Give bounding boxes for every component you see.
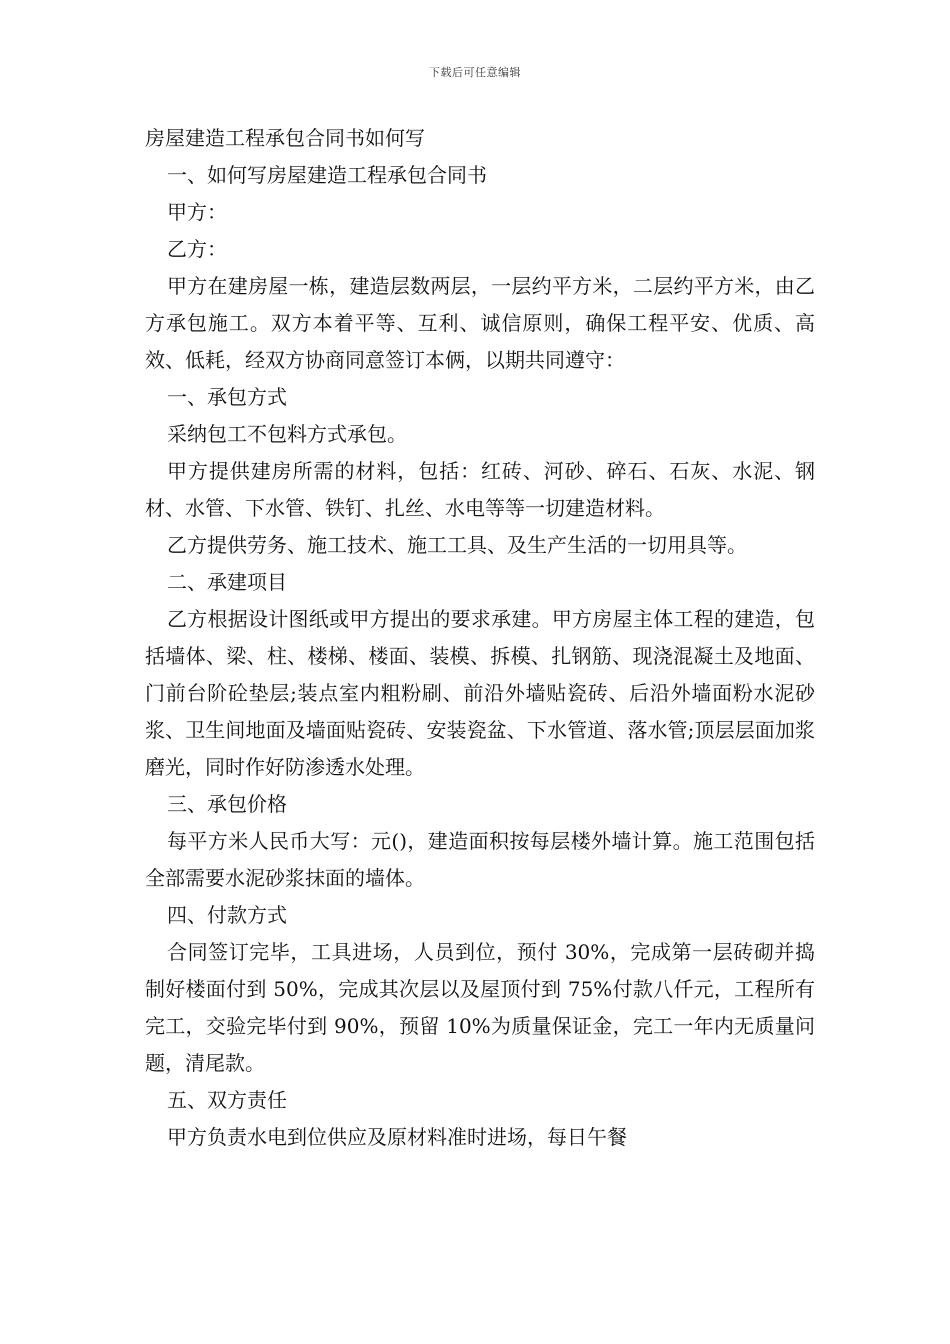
paragraph: 采纳包工不包料方式承包。 bbox=[167, 422, 407, 446]
document-body bbox=[145, 120, 815, 1156]
section-heading: 四、付款方式 bbox=[167, 903, 287, 927]
section-heading: 一、承包方式 bbox=[167, 385, 287, 409]
paragraph: 一、如何写房屋建造工程承包合同书 bbox=[167, 163, 487, 187]
paragraph: 甲方负责水电到位供应及原材料准时进场，每日午餐 bbox=[167, 1125, 627, 1149]
document-title: 房屋建造工程承包合同书如何写 bbox=[145, 126, 425, 150]
paragraph: 乙方根据设计图纸或甲方提出的要求承建。甲方房屋主体工程的建造，包括墙体、梁、柱、楼梯、楼面、装模、拆模、扎钢筋、现浇混凝土及地面、门前台阶砼垫层;装点室内粗粉刷、前沿外墙贴瓷砖、后沿外墙面粉水泥砂浆、卫生间地面及墙面贴瓷砖、安装瓷盆、下水管道、落水管;顶层层面加浆磨光，同时作好防渗透水处理。 bbox=[145, 607, 815, 779]
paragraph: 甲方： bbox=[167, 200, 227, 224]
header-note: 下载后可任意编辑 bbox=[429, 66, 521, 79]
section-heading: 二、承建项目 bbox=[167, 570, 287, 594]
section-heading: 三、承包价格 bbox=[167, 792, 287, 816]
paragraph: 乙方： bbox=[167, 237, 227, 261]
paragraph: 合同签订完毕，工具进场，人员到位，预付 30%，完成第一层砖砌并捣制好楼面付到 50%，完成其次层以及屋顶付到 75%付款八仟元，工程所有完工，交验完毕付到 90%，预留 10%为质量保证金，完工一年内无质量问题，清尾款。 bbox=[145, 940, 815, 1075]
paragraph: 每平方米人民币大写：元()，建造面积按每层楼外墙计算。施工范围包括全部需要水泥砂浆抹面的墙体。 bbox=[145, 829, 815, 890]
paragraph: 甲方在建房屋一栋，建造层数两层，一层约平方米，二层约平方米，由乙方承包施工。双方本着平等、互利、诚信原则，确保工程平安、优质、高效、低耗，经双方协商同意签订本俩，以期共同遵守： bbox=[145, 274, 815, 372]
section-heading: 五、双方责任 bbox=[167, 1088, 287, 1112]
paragraph: 甲方提供建房所需的材料，包括：红砖、河砂、碎石、石灰、水泥、钢材、水管、下水管、铁钉、扎丝、水电等等一切建造材料。 bbox=[145, 459, 815, 520]
paragraph: 乙方提供劳务、施工技术、施工工具、及生产生活的一切用具等。 bbox=[167, 533, 747, 557]
